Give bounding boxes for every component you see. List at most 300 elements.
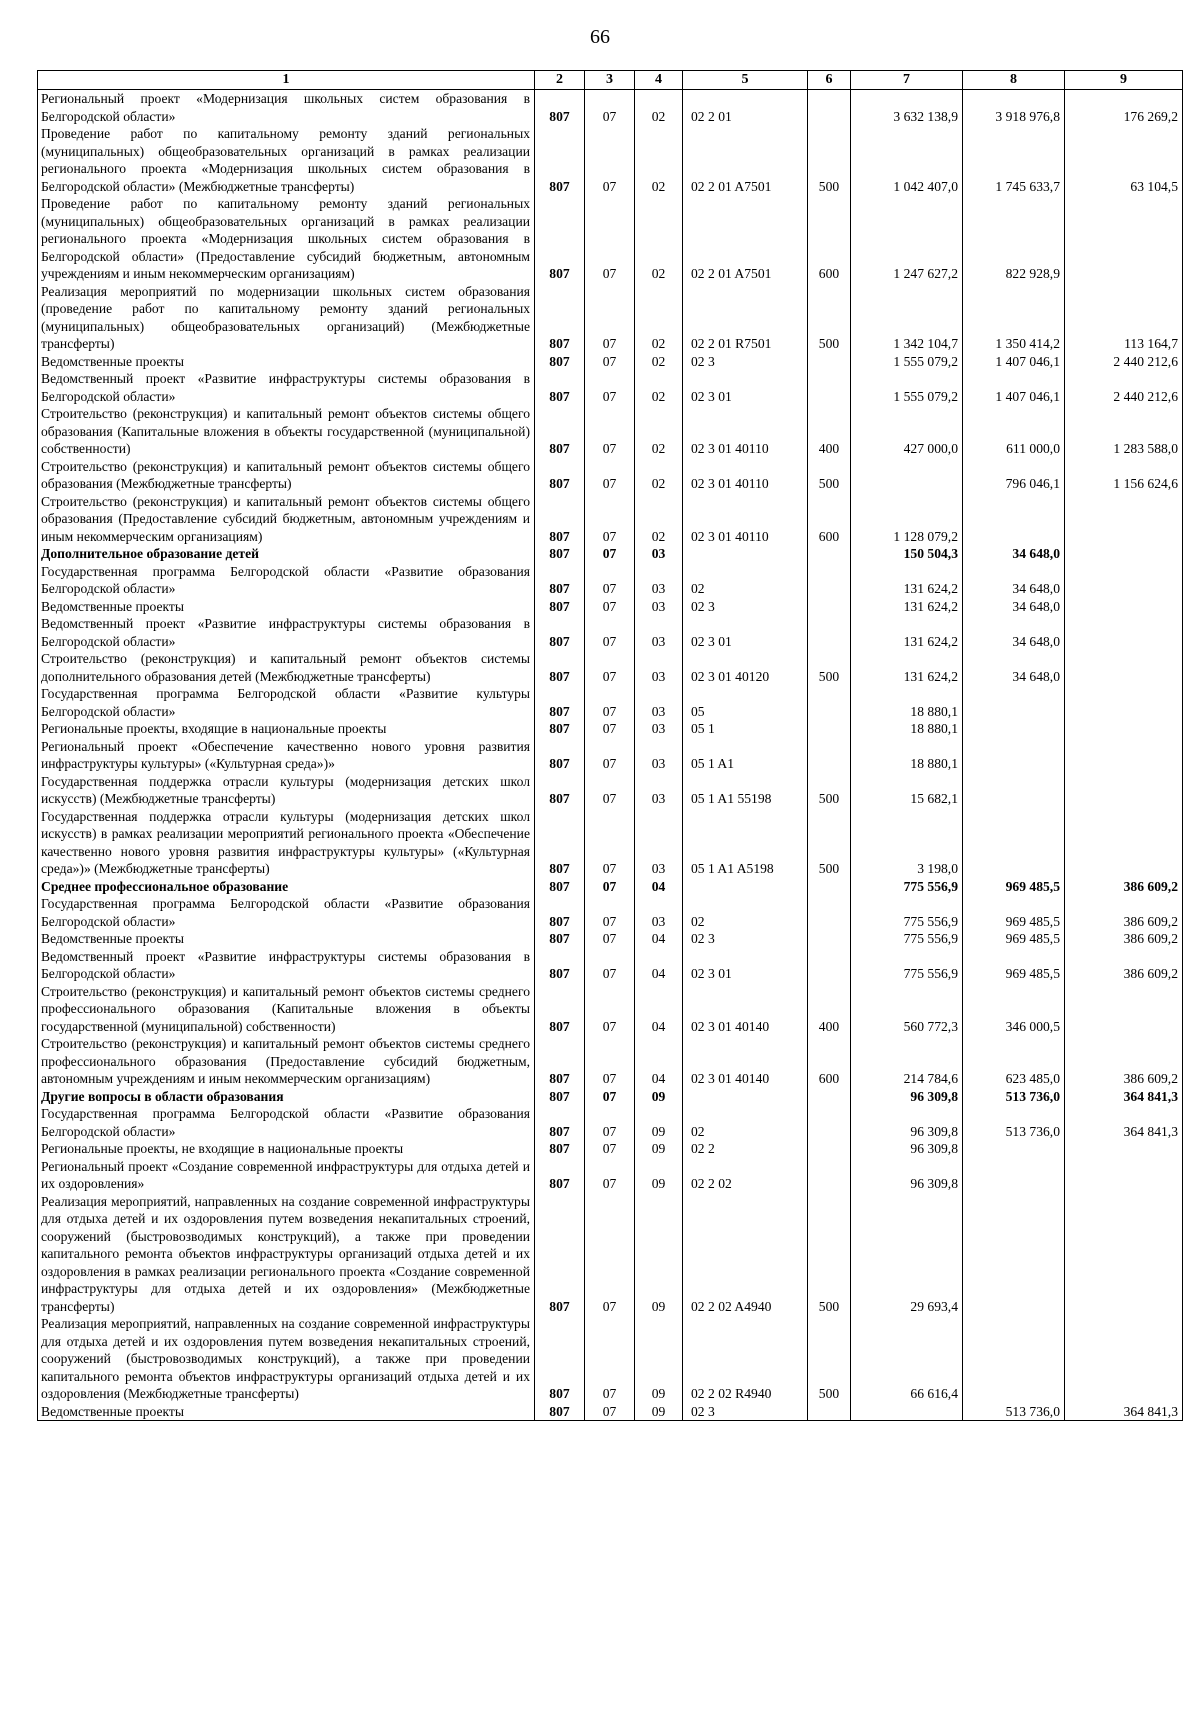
code-admin-cell: 807 bbox=[535, 650, 585, 685]
code-subsection-cell: 03 bbox=[635, 808, 683, 878]
code-section-cell: 07 bbox=[585, 650, 635, 685]
amount-year1-cell: 1 555 079,2 bbox=[851, 353, 963, 371]
amount-year1-cell: 775 556,9 bbox=[851, 930, 963, 948]
amount-year2-cell: 969 485,5 bbox=[963, 948, 1065, 983]
amount-year1-cell: 96 309,8 bbox=[851, 1158, 963, 1193]
code-target-cell: 05 1 bbox=[683, 720, 808, 738]
code-section-cell: 07 bbox=[585, 983, 635, 1036]
code-subsection-cell: 03 bbox=[635, 563, 683, 598]
amount-year1-cell: 96 309,8 bbox=[851, 1140, 963, 1158]
code-expense-type-cell bbox=[808, 1140, 851, 1158]
code-target-cell: 02 2 bbox=[683, 1140, 808, 1158]
code-subsection-cell: 02 bbox=[635, 353, 683, 371]
amount-year1-cell: 150 504,3 bbox=[851, 545, 963, 563]
amount-year2-cell bbox=[963, 808, 1065, 878]
code-target-cell: 02 3 bbox=[683, 930, 808, 948]
code-subsection-cell: 04 bbox=[635, 930, 683, 948]
budget-table bbox=[37, 70, 1183, 1421]
amount-year1-cell: 66 616,4 bbox=[851, 1315, 963, 1403]
table-row bbox=[38, 458, 1183, 493]
code-subsection-cell: 02 bbox=[635, 405, 683, 458]
table-row bbox=[38, 930, 1183, 948]
table-row bbox=[38, 125, 1183, 195]
amount-year3-cell: 386 609,2 bbox=[1065, 930, 1183, 948]
column-header: 6 bbox=[808, 71, 851, 90]
code-admin-cell: 807 bbox=[535, 405, 585, 458]
code-expense-type-cell bbox=[808, 545, 851, 563]
code-expense-type-cell: 400 bbox=[808, 983, 851, 1036]
code-admin-cell: 807 bbox=[535, 283, 585, 353]
code-target-cell: 02 3 bbox=[683, 1403, 808, 1421]
code-target-cell: 02 2 02 R4940 bbox=[683, 1315, 808, 1403]
amount-year3-cell: 113 164,7 bbox=[1065, 283, 1183, 353]
code-expense-type-cell: 600 bbox=[808, 195, 851, 283]
table-row bbox=[38, 1140, 1183, 1158]
code-admin-cell: 807 bbox=[535, 90, 585, 126]
code-section-cell: 07 bbox=[585, 563, 635, 598]
code-target-cell: 05 1 A1 bbox=[683, 738, 808, 773]
code-admin-cell: 807 bbox=[535, 353, 585, 371]
table-row bbox=[38, 90, 1183, 126]
code-subsection-cell: 09 bbox=[635, 1193, 683, 1316]
row-name-cell: Строительство (реконструкция) и капитальный ремонт объектов системы среднего профессионального образования (Предоставление субсидий бюджетным, автономным учреждениям и иным некоммерческим организациям) bbox=[38, 1035, 535, 1088]
row-name-cell: Реализация мероприятий по модернизации школьных систем образования (проведение работ по капитальному ремонту зданий региональных (муниципальных) общеобразовательных организаций) (Межбюджетные трансферты) bbox=[38, 283, 535, 353]
code-expense-type-cell bbox=[808, 598, 851, 616]
code-section-cell: 07 bbox=[585, 615, 635, 650]
amount-year2-cell: 611 000,0 bbox=[963, 405, 1065, 458]
table-row bbox=[38, 370, 1183, 405]
table-row bbox=[38, 1158, 1183, 1193]
code-subsection-cell: 03 bbox=[635, 738, 683, 773]
code-expense-type-cell: 500 bbox=[808, 125, 851, 195]
amount-year1-cell: 1 247 627,2 bbox=[851, 195, 963, 283]
table-row bbox=[38, 1193, 1183, 1316]
amount-year3-cell bbox=[1065, 1140, 1183, 1158]
code-target-cell: 02 3 01 40110 bbox=[683, 493, 808, 546]
row-name-cell: Проведение работ по капитальному ремонту зданий региональных (муниципальных) общеобразовательных организаций в рамках реализации регионального проекта «Модернизация школьных систем образования в Белгородской области» (Предоставление субсидий бюджетным, автономным учреждениям и иным некоммерческим организациям) bbox=[38, 195, 535, 283]
amount-year1-cell: 3 632 138,9 bbox=[851, 90, 963, 126]
amount-year2-cell: 1 745 633,7 bbox=[963, 125, 1065, 195]
amount-year2-cell: 969 485,5 bbox=[963, 895, 1065, 930]
amount-year2-cell: 3 918 976,8 bbox=[963, 90, 1065, 126]
code-section-cell: 07 bbox=[585, 405, 635, 458]
amount-year2-cell: 796 046,1 bbox=[963, 458, 1065, 493]
amount-year1-cell: 131 624,2 bbox=[851, 650, 963, 685]
row-name-cell: Государственная программа Белгородской области «Развитие образования Белгородской области» bbox=[38, 1105, 535, 1140]
amount-year2-cell: 969 485,5 bbox=[963, 930, 1065, 948]
code-section-cell: 07 bbox=[585, 195, 635, 283]
code-expense-type-cell bbox=[808, 930, 851, 948]
amount-year1-cell: 131 624,2 bbox=[851, 563, 963, 598]
amount-year2-cell: 34 648,0 bbox=[963, 563, 1065, 598]
row-name-cell: Реализация мероприятий, направленных на создание современной инфраструктуры для отдыха детей и их оздоровления путем возведения некапитальных строений, сооружений (быстровозводимых конструкций), а также при проведении капитального ремонта объектов инфраструктуры организаций отдыха детей и их оздоровления (Межбюджетные трансферты) bbox=[38, 1315, 535, 1403]
row-name-cell: Ведомственный проект «Развитие инфраструктуры системы образования в Белгородской области» bbox=[38, 370, 535, 405]
amount-year1-cell: 775 556,9 bbox=[851, 948, 963, 983]
table-row bbox=[38, 493, 1183, 546]
code-expense-type-cell: 500 bbox=[808, 808, 851, 878]
code-subsection-cell: 02 bbox=[635, 493, 683, 546]
table-row bbox=[38, 598, 1183, 616]
code-section-cell: 07 bbox=[585, 1315, 635, 1403]
code-expense-type-cell bbox=[808, 720, 851, 738]
code-admin-cell: 807 bbox=[535, 773, 585, 808]
code-section-cell: 07 bbox=[585, 493, 635, 546]
code-target-cell: 02 bbox=[683, 563, 808, 598]
code-section-cell: 07 bbox=[585, 930, 635, 948]
column-header: 1 bbox=[38, 71, 535, 90]
row-name-cell: Строительство (реконструкция) и капитальный ремонт объектов системы общего образования (Капитальные вложения в объекты государственной (муниципальной) собственности) bbox=[38, 405, 535, 458]
code-target-cell: 02 3 bbox=[683, 598, 808, 616]
amount-year1-cell: 96 309,8 bbox=[851, 1088, 963, 1106]
code-section-cell: 07 bbox=[585, 1193, 635, 1316]
code-section-cell: 07 bbox=[585, 1105, 635, 1140]
table-row bbox=[38, 195, 1183, 283]
table-body bbox=[38, 90, 1183, 1421]
amount-year3-cell bbox=[1065, 720, 1183, 738]
amount-year2-cell: 623 485,0 bbox=[963, 1035, 1065, 1088]
code-subsection-cell: 03 bbox=[635, 598, 683, 616]
code-subsection-cell: 09 bbox=[635, 1158, 683, 1193]
code-section-cell: 07 bbox=[585, 1158, 635, 1193]
table-row bbox=[38, 1035, 1183, 1088]
code-admin-cell: 807 bbox=[535, 370, 585, 405]
amount-year1-cell: 1 042 407,0 bbox=[851, 125, 963, 195]
code-target-cell: 02 2 02 bbox=[683, 1158, 808, 1193]
code-section-cell: 07 bbox=[585, 370, 635, 405]
amount-year2-cell: 969 485,5 bbox=[963, 878, 1065, 896]
table-row bbox=[38, 650, 1183, 685]
amount-year1-cell: 427 000,0 bbox=[851, 405, 963, 458]
code-target-cell: 02 2 01 bbox=[683, 90, 808, 126]
row-name-cell: Ведомственные проекты bbox=[38, 353, 535, 371]
amount-year3-cell: 364 841,3 bbox=[1065, 1105, 1183, 1140]
code-subsection-cell: 09 bbox=[635, 1105, 683, 1140]
amount-year2-cell: 1 407 046,1 bbox=[963, 353, 1065, 371]
row-name-cell: Государственная программа Белгородской области «Развитие образования Белгородской области» bbox=[38, 895, 535, 930]
code-expense-type-cell: 600 bbox=[808, 1035, 851, 1088]
table-row bbox=[38, 545, 1183, 563]
amount-year3-cell bbox=[1065, 493, 1183, 546]
code-subsection-cell: 02 bbox=[635, 458, 683, 493]
table-row bbox=[38, 1403, 1183, 1421]
amount-year2-cell bbox=[963, 738, 1065, 773]
amount-year3-cell: 1 283 588,0 bbox=[1065, 405, 1183, 458]
row-name-cell: Региональный проект «Создание современной инфраструктуры для отдыха детей и их оздоровления» bbox=[38, 1158, 535, 1193]
code-target-cell: 02 2 01 A7501 bbox=[683, 125, 808, 195]
code-subsection-cell: 03 bbox=[635, 773, 683, 808]
row-name-cell: Проведение работ по капитальному ремонту зданий региональных (муниципальных) общеобразовательных организаций в рамках реализации регионального проекта «Модернизация школьных систем образования в Белгородской области» (Межбюджетные трансферты) bbox=[38, 125, 535, 195]
code-section-cell: 07 bbox=[585, 948, 635, 983]
row-name-cell: Государственная программа Белгородской области «Развитие культуры Белгородской области» bbox=[38, 685, 535, 720]
row-name-cell: Другие вопросы в области образования bbox=[38, 1088, 535, 1106]
code-subsection-cell: 03 bbox=[635, 895, 683, 930]
table-header-row bbox=[38, 71, 1183, 90]
code-subsection-cell: 02 bbox=[635, 90, 683, 126]
code-admin-cell: 807 bbox=[535, 1140, 585, 1158]
amount-year3-cell bbox=[1065, 598, 1183, 616]
code-admin-cell: 807 bbox=[535, 545, 585, 563]
code-expense-type-cell bbox=[808, 895, 851, 930]
amount-year3-cell bbox=[1065, 738, 1183, 773]
amount-year1-cell bbox=[851, 458, 963, 493]
code-expense-type-cell: 500 bbox=[808, 283, 851, 353]
amount-year2-cell: 34 648,0 bbox=[963, 545, 1065, 563]
column-header: 4 bbox=[635, 71, 683, 90]
row-name-cell: Ведомственные проекты bbox=[38, 1403, 535, 1421]
code-target-cell: 02 2 02 A4940 bbox=[683, 1193, 808, 1316]
code-expense-type-cell bbox=[808, 353, 851, 371]
row-name-cell: Региональные проекты, не входящие в национальные проекты bbox=[38, 1140, 535, 1158]
amount-year3-cell bbox=[1065, 1315, 1183, 1403]
amount-year1-cell: 18 880,1 bbox=[851, 720, 963, 738]
amount-year1-cell: 1 128 079,2 bbox=[851, 493, 963, 546]
code-section-cell: 07 bbox=[585, 125, 635, 195]
amount-year1-cell: 18 880,1 bbox=[851, 685, 963, 720]
code-target-cell: 02 3 01 bbox=[683, 615, 808, 650]
code-subsection-cell: 04 bbox=[635, 878, 683, 896]
code-expense-type-cell bbox=[808, 948, 851, 983]
code-expense-type-cell: 600 bbox=[808, 493, 851, 546]
amount-year3-cell: 1 156 624,6 bbox=[1065, 458, 1183, 493]
amount-year2-cell bbox=[963, 720, 1065, 738]
code-expense-type-cell bbox=[808, 90, 851, 126]
amount-year3-cell bbox=[1065, 685, 1183, 720]
code-admin-cell: 807 bbox=[535, 1193, 585, 1316]
code-subsection-cell: 02 bbox=[635, 283, 683, 353]
code-target-cell: 02 3 01 40110 bbox=[683, 458, 808, 493]
code-subsection-cell: 03 bbox=[635, 615, 683, 650]
amount-year1-cell: 1 555 079,2 bbox=[851, 370, 963, 405]
code-target-cell: 05 bbox=[683, 685, 808, 720]
column-header: 8 bbox=[963, 71, 1065, 90]
code-target-cell bbox=[683, 878, 808, 896]
amount-year1-cell: 96 309,8 bbox=[851, 1105, 963, 1140]
amount-year1-cell: 29 693,4 bbox=[851, 1193, 963, 1316]
amount-year2-cell bbox=[963, 1193, 1065, 1316]
code-admin-cell: 807 bbox=[535, 738, 585, 773]
table-row bbox=[38, 808, 1183, 878]
code-section-cell: 07 bbox=[585, 738, 635, 773]
amount-year2-cell bbox=[963, 493, 1065, 546]
amount-year1-cell: 775 556,9 bbox=[851, 878, 963, 896]
table-row bbox=[38, 283, 1183, 353]
amount-year3-cell bbox=[1065, 1193, 1183, 1316]
row-name-cell: Ведомственные проекты bbox=[38, 598, 535, 616]
code-admin-cell: 807 bbox=[535, 1315, 585, 1403]
code-expense-type-cell bbox=[808, 1088, 851, 1106]
code-subsection-cell: 09 bbox=[635, 1403, 683, 1421]
code-admin-cell: 807 bbox=[535, 125, 585, 195]
code-expense-type-cell: 500 bbox=[808, 650, 851, 685]
amount-year3-cell bbox=[1065, 808, 1183, 878]
table-row bbox=[38, 983, 1183, 1036]
code-section-cell: 07 bbox=[585, 895, 635, 930]
amount-year2-cell: 822 928,9 bbox=[963, 195, 1065, 283]
code-admin-cell: 807 bbox=[535, 895, 585, 930]
table-row bbox=[38, 895, 1183, 930]
row-name-cell: Ведомственный проект «Развитие инфраструктуры системы образования в Белгородской области» bbox=[38, 948, 535, 983]
table-row bbox=[38, 720, 1183, 738]
code-section-cell: 07 bbox=[585, 598, 635, 616]
amount-year2-cell: 346 000,5 bbox=[963, 983, 1065, 1036]
code-subsection-cell: 04 bbox=[635, 948, 683, 983]
code-admin-cell: 807 bbox=[535, 1105, 585, 1140]
code-admin-cell: 807 bbox=[535, 948, 585, 983]
code-admin-cell: 807 bbox=[535, 1088, 585, 1106]
code-subsection-cell: 03 bbox=[635, 650, 683, 685]
table-row bbox=[38, 405, 1183, 458]
amount-year2-cell bbox=[963, 773, 1065, 808]
code-section-cell: 07 bbox=[585, 685, 635, 720]
row-name-cell: Строительство (реконструкция) и капитальный ремонт объектов системы общего образования (Межбюджетные трансферты) bbox=[38, 458, 535, 493]
row-name-cell: Региональный проект «Обеспечение качественно нового уровня развития инфраструктуры культуры» («Культурная среда»)» bbox=[38, 738, 535, 773]
amount-year2-cell: 34 648,0 bbox=[963, 650, 1065, 685]
code-admin-cell: 807 bbox=[535, 808, 585, 878]
code-expense-type-cell: 500 bbox=[808, 1193, 851, 1316]
amount-year3-cell bbox=[1065, 650, 1183, 685]
code-admin-cell: 807 bbox=[535, 1158, 585, 1193]
amount-year3-cell: 63 104,5 bbox=[1065, 125, 1183, 195]
code-admin-cell: 807 bbox=[535, 458, 585, 493]
amount-year3-cell: 386 609,2 bbox=[1065, 878, 1183, 896]
amount-year2-cell: 513 736,0 bbox=[963, 1088, 1065, 1106]
code-admin-cell: 807 bbox=[535, 563, 585, 598]
code-subsection-cell: 04 bbox=[635, 983, 683, 1036]
column-header: 7 bbox=[851, 71, 963, 90]
row-name-cell: Строительство (реконструкция) и капитальный ремонт объектов системы дополнительного образования детей (Межбюджетные трансферты) bbox=[38, 650, 535, 685]
table-row bbox=[38, 615, 1183, 650]
code-admin-cell: 807 bbox=[535, 195, 585, 283]
amount-year1-cell: 1 342 104,7 bbox=[851, 283, 963, 353]
code-section-cell: 07 bbox=[585, 1088, 635, 1106]
code-expense-type-cell bbox=[808, 563, 851, 598]
amount-year1-cell bbox=[851, 1403, 963, 1421]
table-row bbox=[38, 1088, 1183, 1106]
amount-year3-cell: 364 841,3 bbox=[1065, 1088, 1183, 1106]
code-target-cell: 02 3 01 bbox=[683, 948, 808, 983]
amount-year2-cell: 34 648,0 bbox=[963, 615, 1065, 650]
code-expense-type-cell bbox=[808, 685, 851, 720]
code-section-cell: 07 bbox=[585, 90, 635, 126]
code-expense-type-cell bbox=[808, 1158, 851, 1193]
amount-year3-cell: 2 440 212,6 bbox=[1065, 353, 1183, 371]
amount-year3-cell: 176 269,2 bbox=[1065, 90, 1183, 126]
amount-year3-cell bbox=[1065, 195, 1183, 283]
amount-year3-cell bbox=[1065, 615, 1183, 650]
code-target-cell: 02 3 01 40120 bbox=[683, 650, 808, 685]
code-section-cell: 07 bbox=[585, 878, 635, 896]
code-section-cell: 07 bbox=[585, 353, 635, 371]
code-expense-type-cell bbox=[808, 738, 851, 773]
code-subsection-cell: 04 bbox=[635, 1035, 683, 1088]
row-name-cell: Дополнительное образование детей bbox=[38, 545, 535, 563]
amount-year3-cell bbox=[1065, 773, 1183, 808]
table-row bbox=[38, 1105, 1183, 1140]
code-section-cell: 07 bbox=[585, 773, 635, 808]
code-admin-cell: 807 bbox=[535, 685, 585, 720]
code-subsection-cell: 02 bbox=[635, 125, 683, 195]
code-section-cell: 07 bbox=[585, 283, 635, 353]
code-target-cell: 02 2 01 A7501 bbox=[683, 195, 808, 283]
code-subsection-cell: 03 bbox=[635, 545, 683, 563]
code-admin-cell: 807 bbox=[535, 615, 585, 650]
amount-year1-cell: 214 784,6 bbox=[851, 1035, 963, 1088]
code-subsection-cell: 09 bbox=[635, 1315, 683, 1403]
code-expense-type-cell bbox=[808, 1105, 851, 1140]
row-name-cell: Государственная поддержка отрасли культуры (модернизация детских школ искусств) в рамках реализации мероприятий регионального проекта «Обеспечение качественно нового уровня развития инфраструктуры культуры» («Культурная среда»)» (Межбюджетные трансферты) bbox=[38, 808, 535, 878]
code-target-cell: 02 3 01 40110 bbox=[683, 405, 808, 458]
page-number: 66 bbox=[590, 26, 610, 48]
code-target-cell bbox=[683, 545, 808, 563]
table-row bbox=[38, 878, 1183, 896]
amount-year3-cell bbox=[1065, 983, 1183, 1036]
amount-year3-cell: 386 609,2 bbox=[1065, 1035, 1183, 1088]
code-admin-cell: 807 bbox=[535, 983, 585, 1036]
code-target-cell: 02 3 bbox=[683, 353, 808, 371]
row-name-cell: Среднее профессиональное образование bbox=[38, 878, 535, 896]
code-expense-type-cell: 500 bbox=[808, 773, 851, 808]
amount-year2-cell: 1 350 414,2 bbox=[963, 283, 1065, 353]
amount-year1-cell: 560 772,3 bbox=[851, 983, 963, 1036]
row-name-cell: Ведомственный проект «Развитие инфраструктуры системы образования в Белгородской области» bbox=[38, 615, 535, 650]
row-name-cell: Ведомственные проекты bbox=[38, 930, 535, 948]
amount-year2-cell: 1 407 046,1 bbox=[963, 370, 1065, 405]
table-row bbox=[38, 685, 1183, 720]
row-name-cell: Региональный проект «Модернизация школьных систем образования в Белгородской области» bbox=[38, 90, 535, 126]
amount-year3-cell: 2 440 212,6 bbox=[1065, 370, 1183, 405]
amount-year3-cell bbox=[1065, 545, 1183, 563]
amount-year3-cell: 386 609,2 bbox=[1065, 948, 1183, 983]
code-target-cell: 02 bbox=[683, 1105, 808, 1140]
column-header: 2 bbox=[535, 71, 585, 90]
amount-year1-cell: 3 198,0 bbox=[851, 808, 963, 878]
amount-year2-cell bbox=[963, 1158, 1065, 1193]
table-row bbox=[38, 563, 1183, 598]
code-expense-type-cell bbox=[808, 1403, 851, 1421]
amount-year2-cell bbox=[963, 1315, 1065, 1403]
table-row bbox=[38, 948, 1183, 983]
amount-year2-cell bbox=[963, 685, 1065, 720]
code-subsection-cell: 09 bbox=[635, 1140, 683, 1158]
code-admin-cell: 807 bbox=[535, 1035, 585, 1088]
code-section-cell: 07 bbox=[585, 1035, 635, 1088]
amount-year3-cell bbox=[1065, 563, 1183, 598]
code-expense-type-cell: 500 bbox=[808, 458, 851, 493]
amount-year3-cell bbox=[1065, 1158, 1183, 1193]
code-admin-cell: 807 bbox=[535, 598, 585, 616]
amount-year2-cell: 34 648,0 bbox=[963, 598, 1065, 616]
code-subsection-cell: 02 bbox=[635, 370, 683, 405]
amount-year2-cell: 513 736,0 bbox=[963, 1403, 1065, 1421]
code-target-cell bbox=[683, 1088, 808, 1106]
table-row bbox=[38, 353, 1183, 371]
code-expense-type-cell bbox=[808, 615, 851, 650]
row-name-cell: Региональные проекты, входящие в национальные проекты bbox=[38, 720, 535, 738]
column-header: 5 bbox=[683, 71, 808, 90]
column-header: 3 bbox=[585, 71, 635, 90]
code-subsection-cell: 02 bbox=[635, 195, 683, 283]
row-name-cell: Реализация мероприятий, направленных на создание современной инфраструктуры для отдыха детей и их оздоровления путем возведения некапитальных строений, сооружений (быстровозводимых конструкций), а также при проведении капитального ремонта объектов инфраструктуры организаций отдыха детей и их оздоровления в рамках реализации регионального проекта «Создание современной инфраструктуры для отдыха детей и их оздоровления» (Межбюджетные трансферты) bbox=[38, 1193, 535, 1316]
code-section-cell: 07 bbox=[585, 458, 635, 493]
code-admin-cell: 807 bbox=[535, 878, 585, 896]
amount-year3-cell: 364 841,3 bbox=[1065, 1403, 1183, 1421]
code-target-cell: 05 1 A1 A5198 bbox=[683, 808, 808, 878]
code-section-cell: 07 bbox=[585, 808, 635, 878]
table-row bbox=[38, 773, 1183, 808]
amount-year1-cell: 18 880,1 bbox=[851, 738, 963, 773]
code-subsection-cell: 03 bbox=[635, 685, 683, 720]
code-section-cell: 07 bbox=[585, 1140, 635, 1158]
